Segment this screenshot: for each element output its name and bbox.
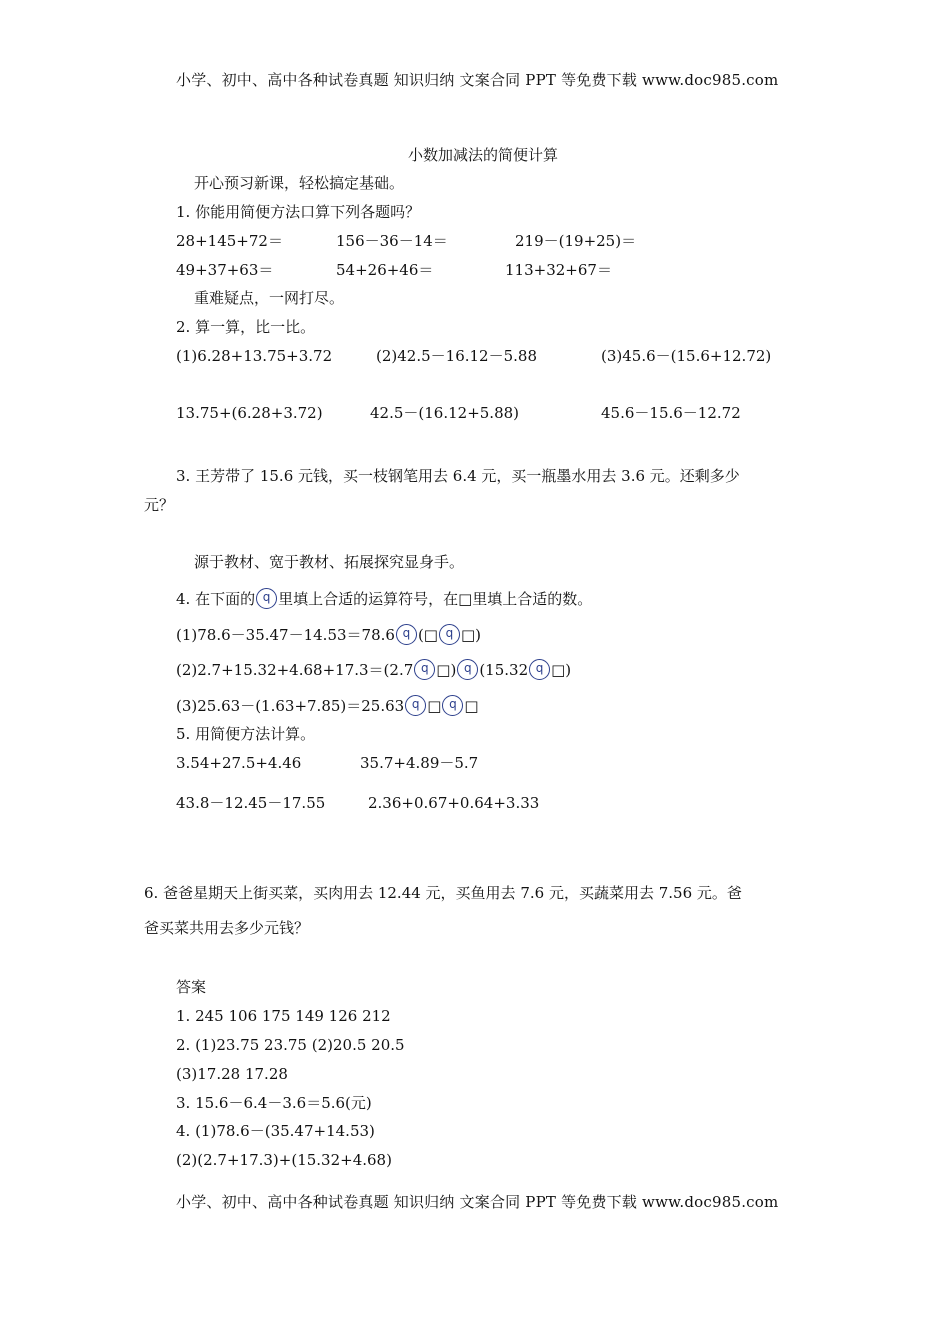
q4-2-expr-b: (15.32: [479, 661, 529, 679]
blank-box[interactable]: □: [427, 697, 442, 715]
answer-line: 3. 15.6－6.4－3.6＝5.6(元): [176, 1094, 372, 1112]
operator-circle-icon[interactable]: q: [396, 624, 417, 645]
question-6-line1: 6. 爸爸星期天上街买菜，买肉用去 12.44 元，买鱼用去 7.6 元，买蔬菜用去 7.56 元。爸: [144, 884, 742, 902]
section-heading-difficult: 重难疑点，一网打尽。: [194, 289, 345, 307]
q4-paren: ): [565, 661, 572, 679]
page-header: 小学、初中、高中各种试卷真题 知识归纳 文案合同 PPT 等免费下载 www.doc985.com: [176, 71, 779, 89]
section-heading-extension: 源于教材、宽于教材、拓展探究显身手。: [194, 553, 465, 571]
q1-expr: 219－(19+25)＝: [515, 232, 637, 250]
q2-expr: 13.75+(6.28+3.72): [176, 404, 323, 422]
q4-2-expr: (2)2.7+15.32+4.68+17.3＝(2.7: [176, 661, 414, 679]
q4-3-expr: (3)25.63－(1.63+7.85)＝25.63: [176, 697, 405, 715]
question-2-label: 2. 算一算，比一比。: [176, 318, 316, 336]
q4-paren: (: [417, 626, 424, 644]
answer-line: (3)17.28 17.28: [176, 1065, 288, 1083]
operator-circle-icon[interactable]: q: [405, 695, 426, 716]
question-1-label: 1. 你能用简便方法口算下列各题吗？: [176, 203, 421, 221]
q5-expr: 43.8－12.45－17.55: [176, 794, 326, 812]
operator-circle-icon[interactable]: q: [442, 695, 463, 716]
q2-expr: (3)45.6－(15.6+12.72): [601, 347, 772, 365]
q5-expr: 3.54+27.5+4.46: [176, 754, 302, 772]
operator-circle-icon[interactable]: q: [529, 659, 550, 680]
operator-circle-icon[interactable]: q: [414, 659, 435, 680]
q1-expr: 156－36－14＝: [336, 232, 448, 250]
q5-expr: 2.36+0.67+0.64+3.33: [368, 794, 540, 812]
operator-circle-icon[interactable]: q: [457, 659, 478, 680]
blank-box[interactable]: □: [464, 697, 479, 715]
q2-expr: 45.6－15.6－12.72: [601, 404, 741, 422]
q4-paren: ): [475, 626, 482, 644]
answer-line: 1. 245 106 175 149 126 212: [176, 1007, 391, 1025]
question-3-line2: 元？: [144, 496, 175, 514]
q1-expr: 28+145+72＝: [176, 232, 283, 250]
page-title: 小数加减法的简便计算: [408, 146, 559, 164]
q4-label-post: 里填上合适的运算符号，在□里填上合适的数。: [278, 590, 593, 608]
answer-line: 4. (1)78.6－(35.47+14.53): [176, 1122, 375, 1140]
blank-box[interactable]: □: [423, 626, 438, 644]
answers-heading: 答案: [176, 978, 207, 996]
page-footer: 小学、初中、高中各种试卷真题 知识归纳 文案合同 PPT 等免费下载 www.doc985.com: [176, 1193, 779, 1211]
answer-line: 2. (1)23.75 23.75 (2)20.5 20.5: [176, 1036, 405, 1054]
q4-line-1: [176, 624, 481, 645]
question-3-line1: 3. 王芳带了 15.6 元钱，买一枝钢笔用去 6.4 元，买一瓶墨水用去 3.6 元。还剩多少: [176, 467, 740, 485]
blank-box[interactable]: □: [551, 661, 566, 679]
q4-label-pre: 4. 在下面的: [176, 590, 256, 608]
answer-line: (2)(2.7+17.3)+(15.32+4.68): [176, 1151, 392, 1169]
q4-line-2: [176, 659, 571, 680]
operator-circle-icon: q: [256, 588, 277, 609]
q4-1-expr: (1)78.6－35.47－14.53＝78.6: [176, 626, 395, 644]
q2-expr: (1)6.28+13.75+3.72: [176, 347, 333, 365]
q1-expr: 54+26+46＝: [336, 261, 434, 279]
q2-expr: 42.5－(16.12+5.88): [370, 404, 520, 422]
q2-expr: (2)42.5－16.12－5.88: [376, 347, 537, 365]
q5-expr: 35.7+4.89－5.7: [360, 754, 479, 772]
question-4-label: [176, 588, 592, 609]
question-6-line2: 爸买菜共用去多少元钱？: [144, 919, 310, 937]
question-5-label: 5. 用简便方法计算。: [176, 725, 316, 743]
q1-expr: 49+37+63＝: [176, 261, 274, 279]
blank-box[interactable]: □: [436, 661, 451, 679]
section-heading-preview: 开心预习新课，轻松搞定基础。: [194, 174, 405, 192]
blank-box[interactable]: □: [460, 626, 476, 644]
q4-paren: ): [450, 661, 457, 679]
operator-circle-icon[interactable]: q: [439, 624, 460, 645]
q4-line-3: [176, 695, 479, 716]
q1-expr: 113+32+67＝: [505, 261, 612, 279]
